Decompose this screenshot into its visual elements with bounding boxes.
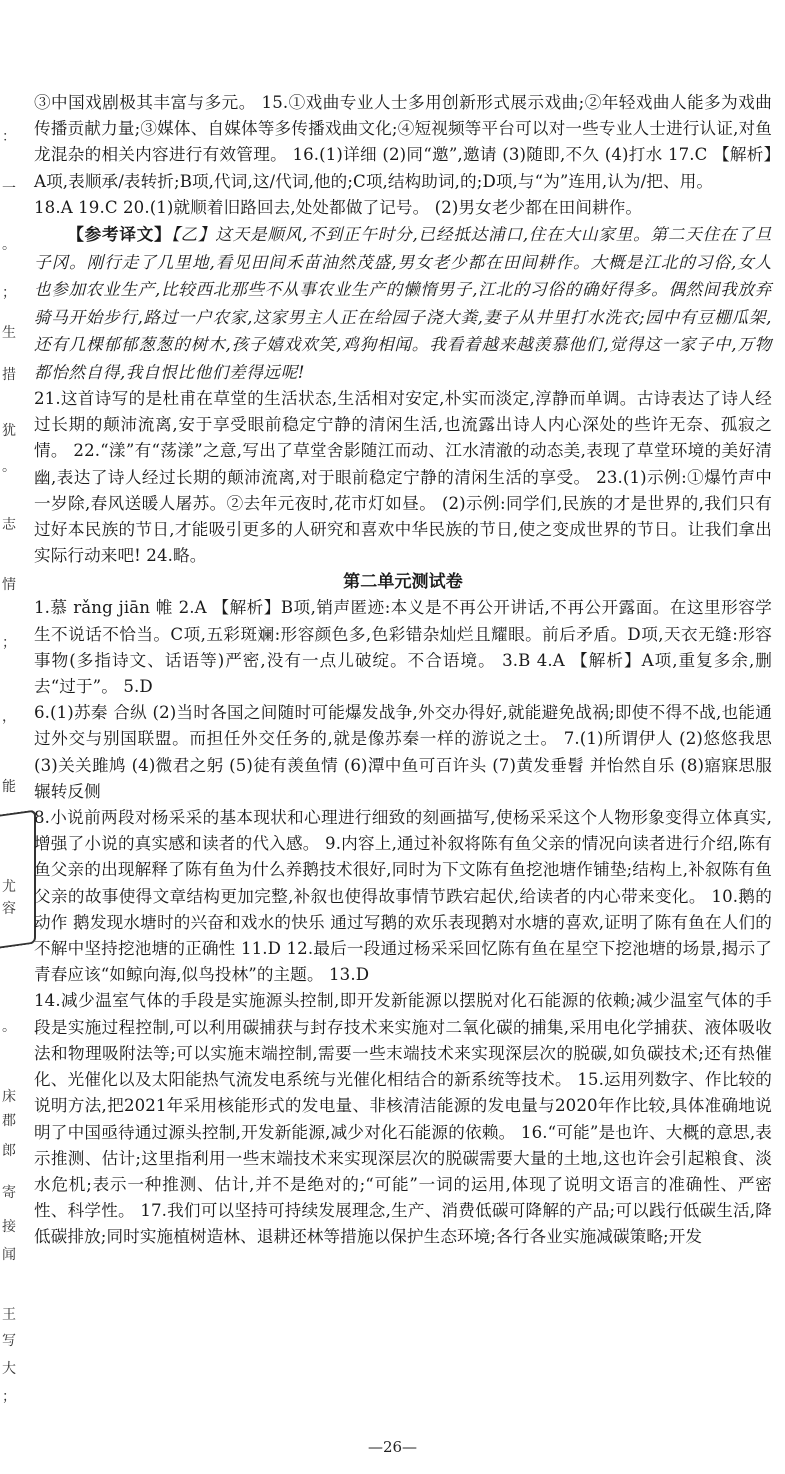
gutter-mark: 接 bbox=[2, 1219, 16, 1235]
gutter-mark: ； bbox=[2, 635, 16, 651]
gutter-mark: ： bbox=[2, 129, 16, 145]
answer-paragraph-unit2-c: 8.小说前两段对杨采采的基本现状和心理进行细致的刻画描写,使杨采采这个人物形象变得立体真实,增强了小说的真实感和读者的代入感。 9.内容上,通过补叙将陈有鱼父亲的情况向读者进行介绍,陈有鱼父亲的出现解释了陈有鱼为什么养鹅技术很好,同时为下文陈有鱼挖池塘作铺垫;结构上,补叙陈有鱼父亲的故事使得文章结构更加完整,补叙也使得故事情节跌宕起伏,给读者的内心带来变化。 10.鹅的动作 鹅发现水塘时的兴奋和戏水的快乐 通过写鹅的欢乐表现鹅对水塘的喜欢,证明了陈有鱼在人们的不解中坚持挖池塘的正确性 11.D 12.最后一段通过杨采采回忆陈有鱼在星空下挖池塘的场景,揭示了青春应该“如鲸向海,似鸟投林”的主题。 13.D bbox=[34, 808, 772, 985]
reference-translation-tag: 【参考译文】 bbox=[67, 224, 172, 245]
gutter-mark: 郎 bbox=[2, 1143, 16, 1159]
gutter-mark: 志 bbox=[2, 517, 16, 533]
gutter-mark: 郡 bbox=[2, 1113, 16, 1129]
gutter-mark: 大 bbox=[2, 1361, 16, 1377]
gutter-mark: 王 bbox=[2, 1307, 16, 1323]
gutter-mark: 。 bbox=[2, 459, 16, 475]
gutter-mark: 能 bbox=[2, 779, 16, 795]
answer-paragraph-unit1-c: 21.这首诗写的是杜甫在草堂的生活状态,生活相对安定,朴实而淡定,淳静而单调。古诗表达了诗人经过长期的颠沛流离,安于享受眼前稳定宁静的清闲生活,也流露出诗人内心深处的些许无奈、孤寂之情。 22.“漾”有“荡漾”之意,写出了草堂舍影随江而动、江水清澈的动态美,表现了草堂环境的美好清幽,表达了诗人经过长期的颠沛流离,对于眼前稳定宁静的清闲生活的享受。 23.(1)示例:①爆竹声中一岁除,春风送暖人屠苏。②去年元夜时,花市灯如昼。 (2)示例:同学们,民族的才是世界的,我们只有过好本民族的节日,才能吸引更多的人研究和喜欢中华民族的节日,使之变成世界的节日。让我们拿出实际行动来吧! 24.略。 bbox=[34, 389, 772, 566]
gutter-mark: 。 bbox=[2, 237, 16, 253]
gutter-mark: 。 bbox=[2, 1019, 16, 1035]
gutter-mark: ， bbox=[2, 709, 16, 725]
gutter-mark: 写 bbox=[2, 1333, 16, 1349]
gutter-mark: 一 bbox=[2, 181, 16, 197]
gutter-mark: 措 bbox=[2, 367, 16, 383]
page-number: —26— bbox=[367, 1438, 418, 1456]
gutter-mark: ； bbox=[2, 1389, 16, 1405]
gutter-mark: 生 bbox=[2, 325, 16, 341]
answer-paragraph-unit2-d: 14.减少温室气体的手段是实施源头控制,即开发新能源以摆脱对化石能源的依赖;减少温室气体的手段是实施过程控制,可以利用碳捕获与封存技术来实施对二氧化碳的捕集,采用电化学捕获、液体吸收法和物理吸附法等;可以实施末端控制,需要一些末端技术来实现深层次的脱碳,如负碳技术;还有热催化、光催化以及太阳能热气流发电系统与光催化相结合的新系统等技术。 15.运用列数字、作比较的说明方法,把2021年采用核能形式的发电量、非核清洁能源的发电量与2020年作比较,具体准确地说明了中国亟待通过源头控制,开发新能源,减少对化石能源的依赖。 16.“可能”是也许、大概的意思,表示推测、估计;这里指利用一些末端技术来实现深层次的脱碳需要大量的土地,这也许会引起粮食、淡水危机;表示一种推测、估计,并不是绝对的;“可能”一词的运用,体现了说明文语言的准确性、严密性、科学性。 17.我们可以坚持可持续发展理念,生产、消费低碳可降解的产品;可以践行低碳生活,降低碳排放;同时实施植树造林、退耕还林等措施以保护生态环境;各行各业实施减碳策略;开发 bbox=[34, 991, 772, 1247]
gutter-mark: 情 bbox=[2, 577, 16, 593]
gutter-mark: ； bbox=[2, 285, 16, 301]
gutter-mark: 容 bbox=[2, 901, 16, 917]
gutter-mark: 床 bbox=[2, 1089, 16, 1105]
answer-paragraph-unit1-b: 18.A 19.C 20.(1)就顺着旧路回去,处处都做了记号。 (2)男女老少都在田间耕作。 bbox=[34, 197, 643, 217]
answer-paragraph-unit2-b: 6.(1)苏秦 合纵 (2)当时各国之间随时可能爆发战争,外交办得好,就能避免战祸;即使不得不战,也能通过外交与别国联盟。而担任外交任务的,就是像苏秦一样的游说之士。 7.(1)所谓伊人 (2)悠悠我思 (3)关关雎鸠 (4)微君之躬 (5)徒有羡鱼情 (6)潭中鱼可百许头 (7)黄发垂髫 并怡然自乐 (8)寤寐思服 辗转反侧 bbox=[34, 703, 772, 801]
section-title: 第二单元测试卷 bbox=[343, 572, 463, 593]
gutter-mark: 犹 bbox=[2, 423, 16, 439]
gutter-mark: 尤 bbox=[2, 879, 16, 895]
stamp-outline bbox=[0, 809, 36, 948]
answer-paragraph-unit2-a: 1.慕 rǎng jiān 帷 2.A 【解析】B项,销声匿迹:本义是不再公开讲话,不再公开露面。在这里形容学生不说话不恰当。C项,五彩斑斓:形容颜色多,色彩错杂灿烂且耀眼。前后矛盾。D项,天衣无缝:形容事物(多指诗文、话语等)严密,没有一点儿破绽。不合语境。 3.B 4.A 【解析】A项,重复多余,删去“过于”。 5.D bbox=[34, 598, 772, 697]
answer-content bbox=[34, 90, 772, 1251]
reference-translation-text: 【乙】这天是顺风,不到正午时分,已经抵达浦口,住在大山家里。第二天住在了旦子冈。刚行走了几里地,看见田间禾苗油然茂盛,男女老少都在田间耕作。大概是江北的习俗,女人也参加农业生产,比较西北那些不从事农业生产的懒惰男子,江北的习俗的确好得多。偶然间我放弃骑马开始步行,路过一户农家,这家男主人正在给园子浇大粪,妻子从井里打水洗衣;园中有豆棚瓜架,还有几棵郁郁葱葱的树木,孩子嬉戏欢笑,鸡狗相闻。我看着越来越羡慕他们,觉得这一家子中,万物都怡然自得,我自恨比他们差得远呢! bbox=[34, 225, 772, 382]
gutter-mark: 寄 bbox=[2, 1185, 16, 1201]
reference-translation bbox=[34, 221, 772, 386]
answer-paragraph-unit1-a: ③中国戏剧极其丰富与多元。 15.①戏曲专业人士多用创新形式展示戏曲;②年轻戏曲人能多为戏曲传播贡献力量;③媒体、自媒体等多传播戏曲文化;④短视频等平台可以对一些专业人士进行认证,对鱼龙混杂的相关内容进行有效管理。 16.(1)详细 (2)同“邀”,邀请 (3)随即,不久 (4)打水 17.C 【解析】A项,表顺承/表转折;B项,代词,这/代词,他的;C项,结构助词,的;D项,与“为”连用,认为/把、用。 bbox=[34, 93, 772, 191]
gutter-mark: 闻 bbox=[2, 1247, 16, 1263]
left-gutter-bleed bbox=[0, 90, 26, 1450]
